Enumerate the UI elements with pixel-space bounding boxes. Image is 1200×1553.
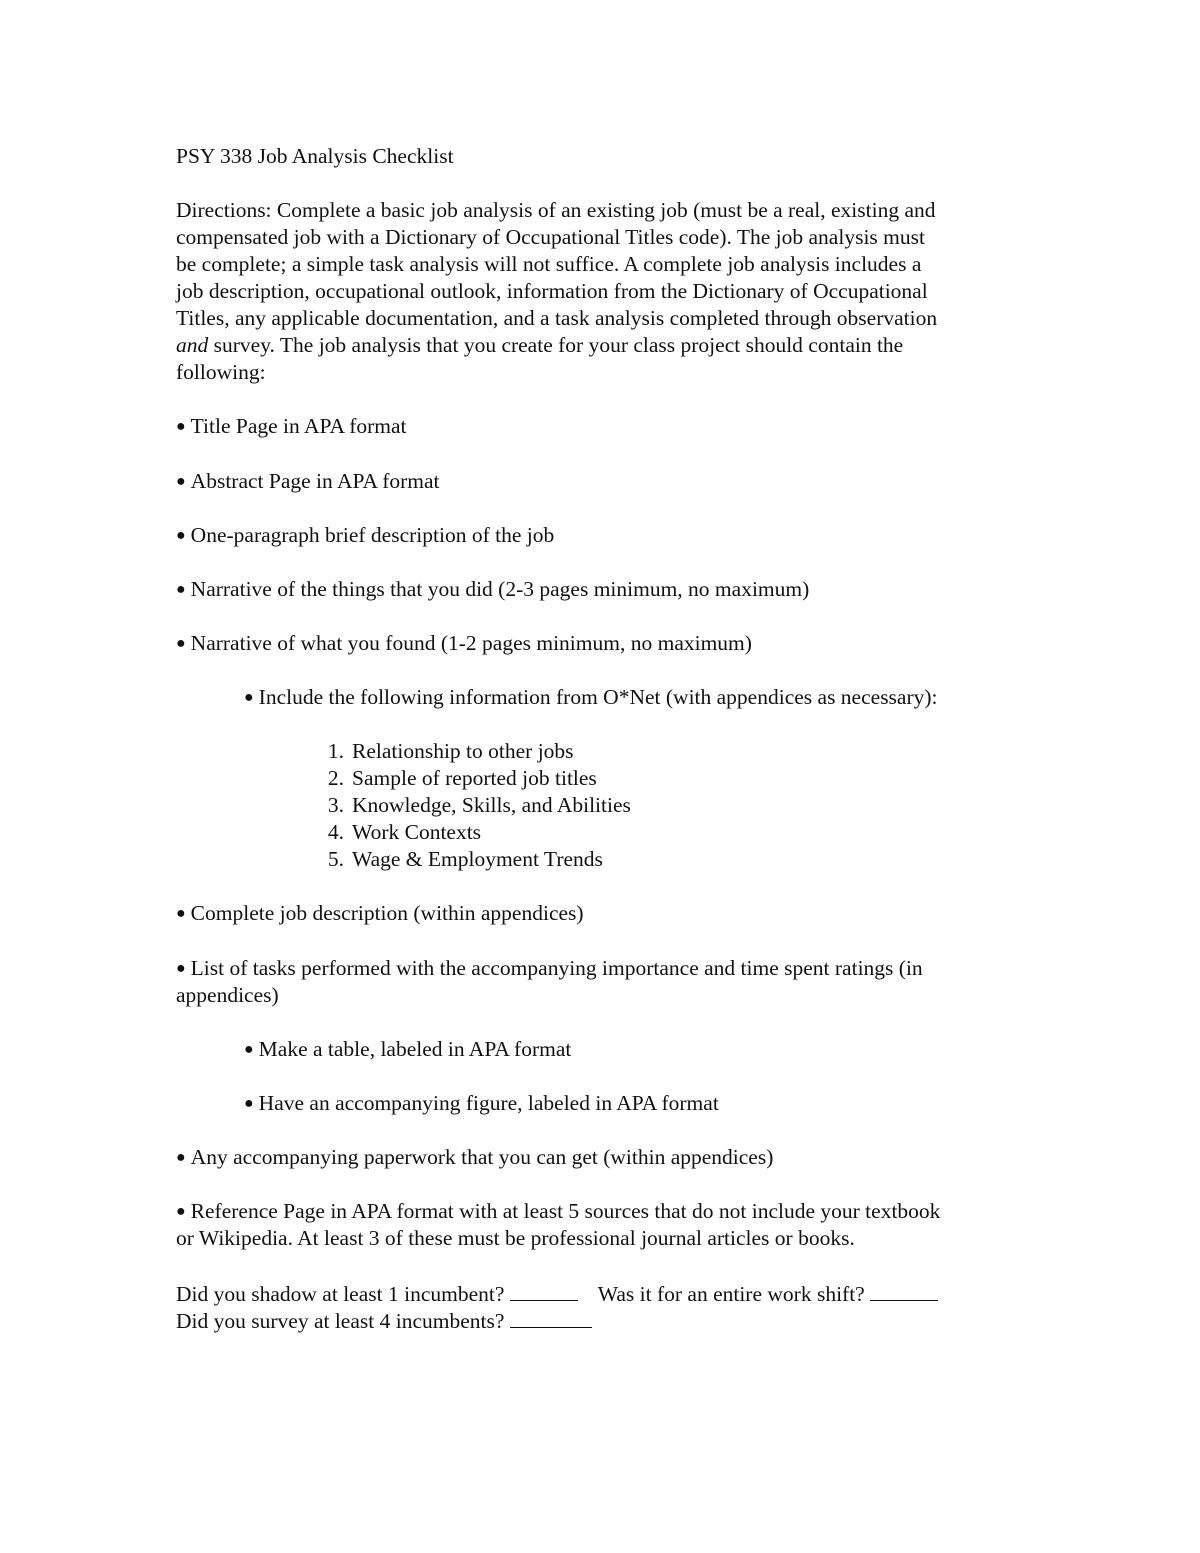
list-item-label: Any accompanying paperwork that you can get (within appendices): [190, 1145, 774, 1169]
list-item-reference-page: [176, 1198, 940, 1227]
bullet-icon: ●: [176, 527, 186, 544]
list-item-label: Complete job description (within appendices): [190, 901, 584, 925]
list-item-label: Have an accompanying figure, labeled in APA format: [258, 1091, 719, 1115]
sublist-item-make-table: [244, 1036, 571, 1065]
answer-blank-shadow[interactable]: [510, 1280, 578, 1301]
bullet-icon: ●: [176, 581, 186, 598]
directions-line-2: compensated job with a Dictionary of Occupational Titles code). The job analysis must: [176, 225, 925, 249]
bullet-icon: ●: [244, 689, 254, 706]
sublist-item-onet: [244, 684, 938, 713]
list-item-label: Make a table, labeled in APA format: [258, 1037, 572, 1061]
list-item: Wage & Employment Trends: [352, 847, 603, 871]
list-item-paperwork: [176, 1144, 773, 1173]
list-item-title-page: [176, 413, 407, 442]
list-item-narrative-found: [176, 630, 752, 659]
directions-line-4: job description, occupational outlook, information from the Dictionary of Occupational: [176, 279, 928, 303]
list-number: 1.: [327, 739, 344, 763]
directions-line-1: Directions: Complete a basic job analysis of an existing job (must be a real, existing and: [176, 198, 936, 222]
list-item-label: One-paragraph brief description of the job: [190, 523, 555, 547]
list-item-reference-continued: or Wikipedia. At least 3 of these must be professional journal articles or books.: [176, 1226, 855, 1250]
bullet-icon: ●: [244, 1095, 254, 1112]
list-number: 4.: [327, 820, 344, 844]
bullet-icon: ●: [176, 635, 186, 652]
directions-line-6: [176, 332, 903, 359]
question-survey: [176, 1307, 592, 1335]
question-label: Did you survey at least 4 incumbents?: [176, 1309, 505, 1333]
list-item-label: Abstract Page in APA format: [190, 469, 440, 493]
list-item-label: Narrative of what you found (1-2 pages minimum, no maximum): [190, 631, 752, 655]
document-title: PSY 338 Job Analysis Checklist: [176, 144, 454, 168]
list-item-label: Narrative of the things that you did (2-3 pages minimum, no maximum): [190, 577, 810, 601]
list-item: Relationship to other jobs: [352, 739, 574, 763]
emphasis-and: and: [176, 333, 209, 357]
bullet-icon: ●: [176, 1203, 186, 1220]
list-item: Sample of reported job titles: [352, 766, 597, 790]
bullet-icon: ●: [176, 418, 186, 435]
list-item: Work Contexts: [352, 820, 482, 844]
bullet-icon: ●: [176, 1149, 186, 1166]
directions-line-3: be complete; a simple task analysis will not suffice. A complete job analysis includes a: [176, 252, 922, 276]
list-item-task-list: [176, 955, 923, 984]
bullet-icon: ●: [176, 960, 186, 977]
bullet-icon: ●: [176, 905, 186, 922]
list-number: 3.: [327, 793, 344, 817]
list-item-abstract-page: [176, 468, 440, 497]
list-item: Knowledge, Skills, and Abilities: [352, 793, 631, 817]
list-item-task-list-continued: appendices): [176, 983, 279, 1007]
sublist-item-figure: [244, 1090, 719, 1119]
question-shadow: [176, 1280, 938, 1308]
list-item-label: Title Page in APA format: [190, 414, 407, 438]
directions-line-7: following:: [176, 360, 266, 384]
list-item-complete-description: [176, 900, 584, 929]
answer-blank-entire-shift[interactable]: [870, 1280, 938, 1301]
list-item-narrative-did: [176, 576, 809, 605]
question-label: Was it for an entire work shift?: [597, 1282, 865, 1306]
directions-line-6-rest: survey. The job analysis that you create for your class project should contain the: [208, 333, 904, 357]
list-item-brief-description: [176, 522, 554, 551]
list-number: 5.: [327, 847, 344, 871]
list-item-label: List of tasks performed with the accompanying importance and time spent ratings (in: [190, 956, 923, 980]
bullet-icon: ●: [244, 1041, 254, 1058]
answer-blank-survey[interactable]: [510, 1307, 592, 1328]
directions-line-5: Titles, any applicable documentation, and a task analysis completed through observation: [176, 306, 938, 330]
list-item-label: Reference Page in APA format with at least 5 sources that do not include your textbook: [190, 1199, 941, 1223]
list-number: 2.: [327, 766, 344, 790]
list-item-label: Include the following information from O*Net (with appendices as necessary):: [258, 685, 938, 709]
bullet-icon: ●: [176, 473, 186, 490]
question-label: Did you shadow at least 1 incumbent?: [176, 1282, 505, 1306]
